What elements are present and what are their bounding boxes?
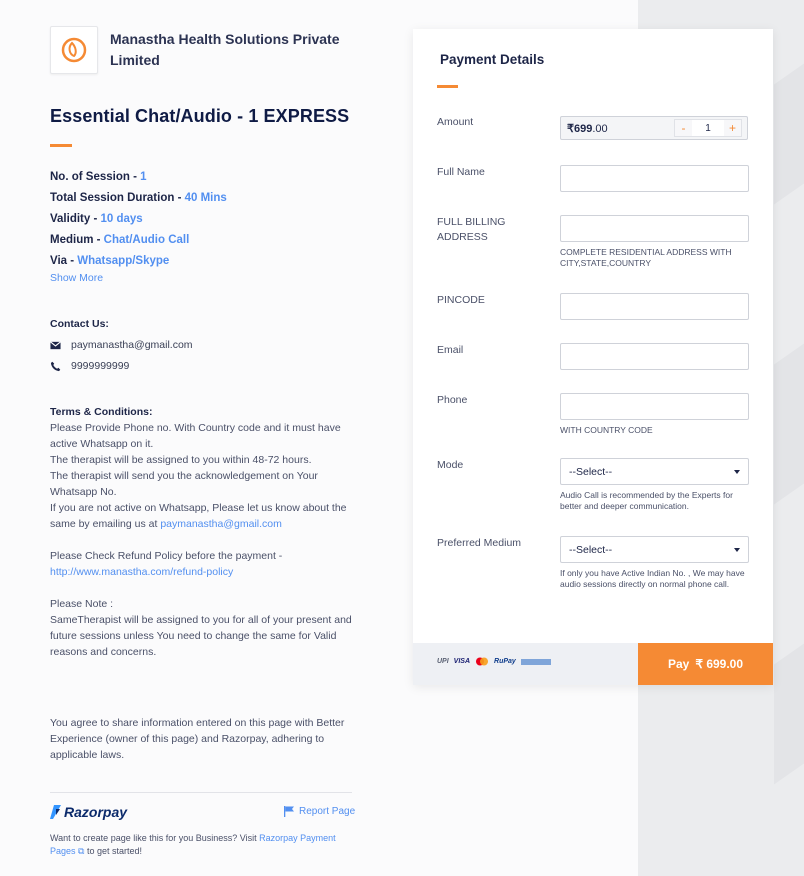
email-label: Email [437, 344, 464, 356]
payment-title-accent [437, 85, 458, 88]
payment-footer [413, 643, 773, 685]
mode-hint: Audio Call is recommended by the Experts for better and deeper communication. [560, 490, 733, 511]
payment-method-logos [437, 657, 551, 666]
pay-button-label: Pay [667, 657, 690, 671]
quantity-decrease-button[interactable]: - [675, 120, 692, 136]
report-page-link[interactable] [284, 806, 355, 817]
pay-button-amount: ₹ 699.00 [695, 657, 744, 671]
phone-label: Phone [437, 394, 468, 406]
pincode-input[interactable] [560, 293, 749, 320]
preferred-medium-select[interactable] [560, 536, 749, 563]
note-title: Please Note : [50, 598, 114, 610]
contact-title: Contact Us: [50, 318, 109, 330]
mode-select-value: --Select-- [569, 465, 613, 478]
phone-input[interactable] [560, 393, 749, 420]
amount-decimal: .00 [592, 122, 608, 135]
terms-body [50, 420, 355, 660]
refund-text: Please Check Refund Policy before the payment - [50, 550, 283, 562]
refund-policy-link[interactable]: http://www.manastha.com/refund-policy [50, 566, 234, 578]
title-accent [50, 144, 72, 147]
terms-email-link[interactable]: paymanastha@gmail.com [160, 518, 282, 530]
razorpay-logo-text: Razorpay [64, 804, 128, 820]
amount-label: Amount [437, 116, 474, 128]
billing-address-label: FULL BILLING ADDRESS [437, 216, 506, 243]
terms-line: The therapist will send you the acknowledgement on Your Whatsapp No. [50, 470, 318, 498]
amount-field [560, 116, 748, 140]
bg-stripe [774, 615, 804, 784]
amount-currency: ₹ [567, 122, 574, 135]
detail-value: 40 Mins [184, 192, 227, 204]
detail-value: Whatsapp/Skype [77, 255, 170, 267]
caret-down-icon [734, 548, 740, 552]
agreement-text: You agree to share information entered on this page with Better Experience (owner of this page) and Razorpay, adhering to applicable laws. [50, 717, 345, 761]
preferred-medium-label: Preferred Medium [437, 537, 522, 549]
external-link-icon: ⧉ [75, 846, 85, 856]
detail-key: No. of Session - [50, 171, 141, 183]
email-input[interactable] [560, 343, 749, 370]
detail-value: 1 [140, 171, 147, 183]
contact-phone-text[interactable]: 9999999999 [71, 360, 130, 372]
terms-line: Please Provide Phone no. With Country code and it must have active Whatsapp on it. [50, 422, 341, 450]
merchant-brand [50, 26, 355, 74]
footer-note [50, 832, 355, 858]
contact-email-text[interactable]: paymanastha@gmail.com [71, 339, 193, 351]
detail-key: Validity - [50, 213, 101, 225]
bg-stripe [774, 315, 804, 504]
rupay-logo: RuPay [494, 658, 516, 665]
mode-select[interactable] [560, 458, 749, 485]
razorpay-pages-link[interactable]: Razorpay Payment Pages [50, 833, 336, 856]
report-page-text: Report Page [299, 806, 356, 817]
detail-value: 10 days [100, 213, 143, 225]
full-name-input[interactable] [560, 165, 749, 192]
quantity-stepper [674, 119, 742, 137]
razorpay-logo-icon [50, 805, 62, 819]
product-details [50, 167, 355, 272]
contact-email [50, 339, 355, 351]
quantity-value[interactable]: 1 [705, 122, 711, 134]
full-name-label: Full Name [437, 166, 485, 178]
preferred-medium-hint: If only you have Active Indian No. , We may have audio sessions directly on normal phone call. [560, 568, 745, 589]
contact-phone [50, 360, 355, 372]
quantity-increase-button[interactable]: + [724, 120, 741, 136]
upi-logo: UPI [437, 658, 449, 665]
show-more-link[interactable]: Show More [50, 272, 104, 284]
visa-logo: VISA [453, 658, 471, 665]
flag-icon [284, 806, 294, 817]
pincode-label: PINCODE [437, 294, 485, 306]
mastercard-logo-icon [475, 657, 489, 666]
mail-icon [50, 340, 61, 351]
detail-key: Medium - [50, 234, 104, 246]
medium-select-value: --Select-- [569, 543, 613, 556]
amount-value [561, 122, 674, 135]
caret-down-icon [734, 470, 740, 474]
note-text: SameTherapist will be assigned to you for all of your present and future sessions unless You need to change the same for Valid reasons and concerns. [50, 614, 352, 658]
terms-line: The therapist will be assigned to you within 48-72 hours. [50, 454, 312, 466]
detail-key: Via - [50, 255, 78, 267]
detail-row [50, 251, 355, 272]
amount-main: 699 [574, 122, 593, 135]
product-title: Essential Chat/Audio - 1 EXPRESS [50, 106, 350, 126]
mode-label: Mode [437, 459, 464, 471]
merchant-logo [50, 26, 98, 74]
detail-row [50, 209, 355, 230]
terms-line [50, 500, 355, 532]
detail-row [50, 167, 355, 188]
detail-key: Total Session Duration - [50, 192, 185, 204]
razorpay-logo[interactable] [50, 804, 127, 820]
billing-address-hint: COMPLETE RESIDENTIAL ADDRESS WITH CITY,STATE,COUNTRY [560, 247, 732, 268]
merchant-panel [50, 26, 355, 660]
bg-stripe [774, 35, 804, 204]
terms-title: Terms & Conditions: [50, 406, 153, 418]
detail-row [50, 188, 355, 209]
payment-card [413, 29, 773, 685]
phone-hint: WITH COUNTRY CODE [560, 425, 653, 435]
footer-divider [50, 792, 352, 793]
terms-line-text: If you are not active on Whatsapp, Please let us know about the same by emailing us at [50, 502, 347, 530]
bank-logo-icon [521, 659, 551, 665]
detail-row [50, 230, 355, 251]
footer-note-text: Want to create page like this for you Business? Visit [50, 833, 260, 843]
detail-value: Chat/Audio Call [103, 234, 190, 246]
merchant-name: Manastha Health Solutions Private Limited [110, 31, 340, 68]
merchant-logo-icon [59, 35, 89, 65]
footer-note-suffix: to get started! [84, 846, 143, 856]
billing-address-input[interactable] [560, 215, 749, 242]
pay-button[interactable] [638, 643, 773, 685]
phone-icon [50, 361, 61, 372]
payment-title: Payment Details [440, 52, 545, 67]
